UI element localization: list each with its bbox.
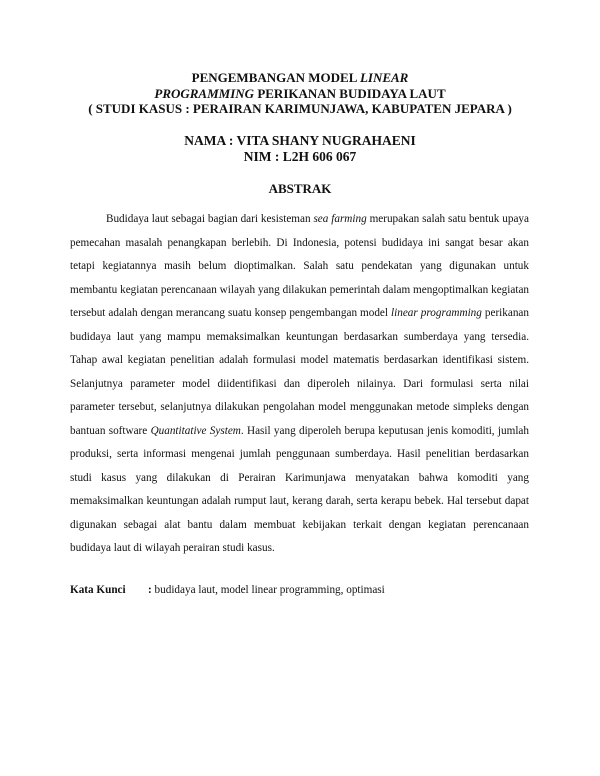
abstract-heading: ABSTRAK <box>268 181 332 196</box>
keywords-separator: : <box>148 584 155 596</box>
title-line-2: PROGRAMMING PERIKANAN BUDIDAYA LAUT <box>154 85 446 101</box>
title-line-3: ( STUDI KASUS : PERAIRAN KARIMUNJAWA, KABUPATEN JEPARA ) <box>88 101 512 116</box>
author-nim: NIM : L2H 606 067 <box>243 149 357 164</box>
abstract-text: Budidaya laut sebagai bagian dari kesisteman sea farming merupakan salah satu bentuk upaya pemecahan masalah penangkapan berlebih. Di Indonesia, potensi budidaya ini sangat besar akan tetapi kegiatannya masih belum dioptimalkan. Salah satu pendekatan yang digunakan untuk membantu kegiatan perencanaan wilayah yang dilakukan pemerintah dalam mengoptimalkan kegiatan tersebut adalah dengan merancang suatu konsep pengembangan model linear programming perikanan budidaya laut yang mampu memaksimalkan keuntungan berdasarkan sumberdaya yang tersedia. Tahap awal kegiatan penelitian adalah formulasi model matematis berdasarkan identifikasi sistem. Selanjutnya parameter model diidentifikasi dan diperoleh nilainya. Dari formulasi serta nilai parameter tersebut, selanjutnya dilakukan pengolahan model menggunakan metode simpleks dengan bantuan software Quantitative System. Hasil yang diperoleh berupa keputusan jenis komoditi, jumlah produksi, serta informasi mengenai jumlah penggunaan sumberdaya. Hasil penelitian berdasarkan studi kasus yang dilakukan di Perairan Karimunjawa menyatakan bahwa komoditi yang memaksimalkan keuntungan adalah rumput laut, kerang darah, serta kerapu bebek. Hal tersebut dapat digunakan sebagai alat bantu dalam membuat kebijakan terkait dengan kegiatan perencanaan budidaya laut di wilayah perairan studi kasus. <box>70 213 529 554</box>
paper-title <box>40 70 560 117</box>
term-sea-farming: sea farming <box>313 213 367 225</box>
title-italic-programming: PROGRAMMING <box>154 85 255 101</box>
title-italic-linear: LINEAR <box>359 70 409 85</box>
keywords-value: budidaya laut, model linear programming, optimasi <box>154 584 385 596</box>
author-name: NAMA : VITA SHANY NUGRAHAENI <box>184 133 416 148</box>
author-info <box>40 133 560 165</box>
keywords-line <box>70 582 530 598</box>
term-quantitative-system: Quantitative System <box>150 424 241 437</box>
title-line-1: PENGEMBANGAN MODEL LINEAR <box>191 70 409 85</box>
term-linear-programming: linear programming <box>391 307 482 319</box>
keywords-label: Kata Kunci <box>70 584 126 596</box>
